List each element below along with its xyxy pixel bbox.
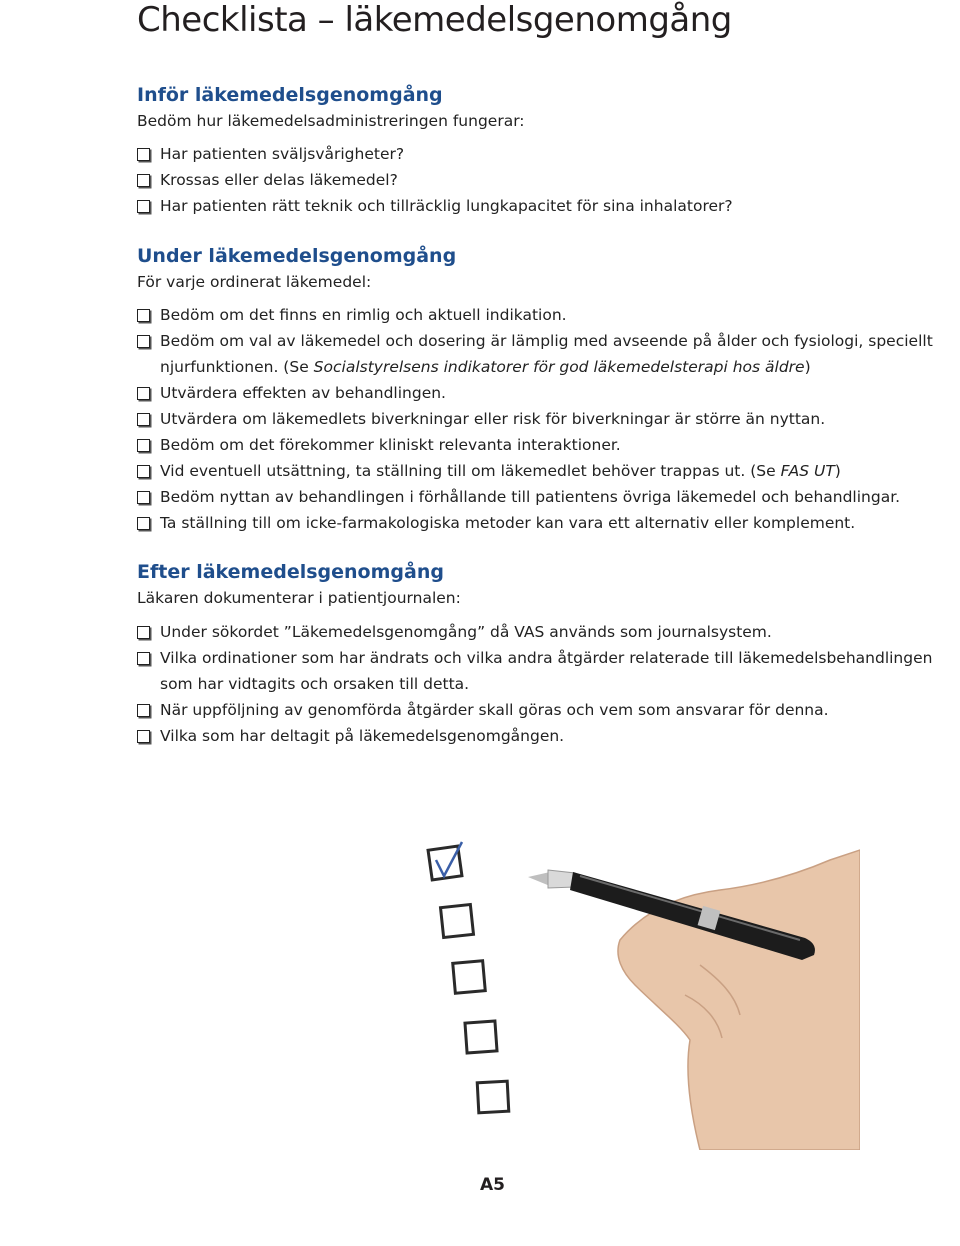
section-during [137, 243, 937, 536]
page-title: Checklista – läkemedelsgenomgång [137, 0, 732, 40]
checkbox-icon[interactable] [137, 413, 150, 426]
section-heading-after: Efter läkemedelsgenomgång [137, 561, 444, 583]
reference-link: FAS UT [780, 462, 835, 480]
section-intro-during: För varje ordinerat läkemedel: [137, 273, 372, 291]
checklist-item[interactable]: Vid eventuell utsättning, ta ställning till om läkemedlet behöver trappas ut. (Se FAS UT) [137, 458, 937, 484]
checklist-item[interactable]: Bedöm nyttan av behandlingen i förhållande till patientens övriga läkemedel och behandlingar. [137, 484, 937, 510]
checklist-during [137, 302, 937, 536]
checklist-item[interactable]: Utvärdera om läkemedlets biverkningar eller risk för biverkningar är större än nyttan. [137, 406, 937, 432]
checklist-after [137, 619, 937, 749]
checklist-item[interactable]: Bedöm om val av läkemedel och dosering är lämplig med avseende på ålder och fysiologi, speciellt njurfunktionen. (Se Socialstyrelsens indikatorer för god läkemedelsterapi hos äldre) [137, 328, 937, 380]
checklist-item[interactable]: Bedöm om det förekommer kliniskt relevanta interaktioner. [137, 432, 937, 458]
checklist-item[interactable]: Ta ställning till om icke-farmakologiska metoder kan vara ett alternativ eller komplement. [137, 510, 937, 536]
checkbox-icon[interactable] [137, 148, 150, 161]
checklist-item[interactable]: Har patienten sväljsvårigheter? [137, 141, 937, 167]
empty-box-icon [441, 905, 474, 938]
empty-box-icon [453, 961, 486, 994]
checkbox-icon[interactable] [137, 491, 150, 504]
checkbox-icon[interactable] [137, 174, 150, 187]
checklist-item[interactable]: Vilka ordinationer som har ändrats och vilka andra åtgärder relaterade till läkemedelsbehandlingen som har vidtagits och orsaken till detta. [137, 645, 937, 697]
hand-icon [618, 850, 860, 1150]
reference-link: Socialstyrelsens indikatorer för god läkemedelsterapi hos äldre [313, 358, 805, 376]
checklist-before [137, 141, 937, 219]
checkbox-icon[interactable] [137, 439, 150, 452]
checkbox-icon[interactable] [137, 309, 150, 322]
checklist-item[interactable]: Krossas eller delas läkemedel? [137, 167, 937, 193]
checklist-item[interactable]: När uppföljning av genomförda åtgärder skall göras och vem som ansvarar för denna. [137, 697, 937, 723]
checklist-item[interactable]: Utvärdera effekten av behandlingen. [137, 380, 937, 406]
section-intro-before: Bedöm hur läkemedelsadministreringen fungerar: [137, 112, 525, 130]
hand-checklist-illustration [400, 790, 860, 1150]
empty-box-icon [477, 1081, 509, 1113]
section-heading-before: Inför läkemedelsgenomgång [137, 84, 443, 106]
empty-box-icon [465, 1021, 497, 1053]
checkbox-icon[interactable] [137, 335, 150, 348]
checklist-item[interactable]: Har patienten rätt teknik och tillräcklig lungkapacitet för sina inhalatorer? [137, 193, 937, 219]
section-intro-after: Läkaren dokumenterar i patientjournalen: [137, 589, 461, 607]
checkbox-icon[interactable] [137, 200, 150, 213]
checkbox-icon[interactable] [137, 465, 150, 478]
checklist-item[interactable]: Vilka som har deltagit på läkemedelsgenomgången. [137, 723, 937, 749]
section-before [137, 82, 937, 219]
checkbox-icon[interactable] [137, 652, 150, 665]
section-heading-during: Under läkemedelsgenomgång [137, 245, 457, 267]
checkbox-icon[interactable] [137, 730, 150, 743]
section-after [137, 559, 937, 749]
checkbox-icon[interactable] [137, 517, 150, 530]
checkbox-icon[interactable] [137, 387, 150, 400]
page-number: A5 [480, 1175, 505, 1195]
checkbox-icon[interactable] [137, 626, 150, 639]
checkbox-icon[interactable] [137, 704, 150, 717]
checklist-item[interactable]: Under sökordet ”Läkemedelsgenomgång” då VAS används som journalsystem. [137, 619, 937, 645]
checklist-item[interactable]: Bedöm om det finns en rimlig och aktuell indikation. [137, 302, 937, 328]
